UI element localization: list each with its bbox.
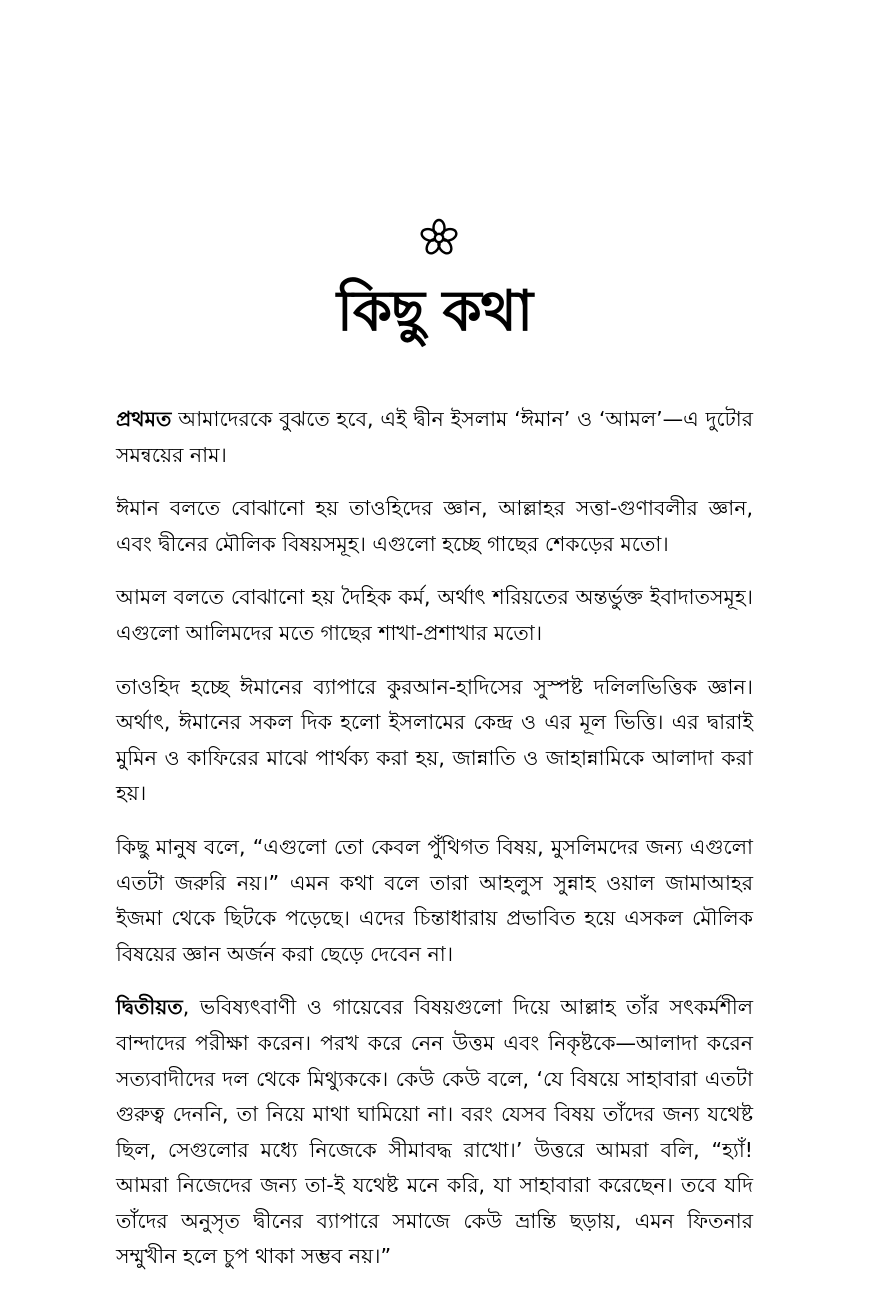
paragraph-text: কিছু মানুষ বলে, “এগুলো তো কেবল পুঁথিগত বিষয়, মুসলিমদের জন্য এগুলো এতটা জরুরি নয়।” এমন কথা বলে তারা আহলুস সুন্নাহ ওয়াল জামাআহর ইজমা থেকে ছিটকে পড়েছে। এদের চিন্তাধারায় প্রভাবিত হয়ে এসকল মৌলিক বিষয়ের জ্ঞান অর্জন করা ছেড়ে দেবেন না। [116,834,753,966]
paragraph-some-people [116,830,753,972]
paragraph-text: ঈমান বলতে বোঝানো হয় তাওহিদের জ্ঞান, আল্লাহর সত্তা-গুণাবলীর জ্ঞান, এবং দ্বীনের মৌলিক বিষয়সমূহ। এগুলো হচ্ছে গাছের শেকড়ের মতো। [116,496,753,556]
paragraph-text: আমাদেরকে বুঝতে হবে, এই দ্বীন ইসলাম ‘ঈমান’ ও ‘আমল’—এ দুটোর সমন্বয়ের নাম। [116,407,753,467]
paragraph-lead: প্রথমত [116,407,172,431]
page-title: কিছু কথা [336,279,533,344]
paragraph-text: তাওহিদ হচ্ছে ঈমানের ব্যাপারে কুরআন-হাদিসের সুস্পষ্ট দলিলভিত্তিক জ্ঞান। অর্থাৎ, ঈমানের সকল দিক হলো ইসলামের কেন্দ্র ও এর মূল ভিত্তি। এর দ্বারাই মুমিন ও কাফিরের মাঝে পার্থক্য করা হয়, জান্নাতি ও জাহান্নামিকে আলাদা করা হয়। [116,674,753,806]
paragraph-first [116,402,753,473]
paragraph-lead: দ্বিতীয়ত [116,995,183,1020]
paragraph-amal [116,580,753,651]
paragraph-second [116,990,753,1275]
flower-ornament-icon [419,218,459,258]
paragraph-tawhid [116,670,753,812]
paragraph-text: আমল বলতে বোঝানো হয় দৈহিক কর্ম, অর্থাৎ শরিয়তের অন্তর্ভুক্ত ইবাদাতসমূহ। এগুলো আলিমদের মতে গাছের শাখা-প্রশাখার মতো। [116,585,753,645]
body-text [116,402,753,1293]
paragraph-iman [116,491,753,562]
paragraph-text: , ভবিষ্যৎবাণী ও গায়েবের বিষয়গুলো দিয়ে আল্লাহ তাঁর সৎকর্মশীল বান্দাদের পরীক্ষা করেন। পরখ করে নেন উত্তম এবং নিকৃষ্টকে—আলাদা করেন সত্যবাদীদের দল থেকে মিথ্যুককে। কেউ কেউ বলে, ‘যে বিষয়ে সাহাবারা এতটা গুরুত্ব দেননি, তা নিয়ে মাথা ঘামিয়ো না। বরং যেসব বিষয় তাঁদের জন্য যথেষ্ট ছিল, সেগুলোর মধ্যে নিজেকে সীমাবদ্ধ রাখো।’ উত্তরে আমরা বলি, “হ্যাঁ! আমরা নিজেদের জন্য তা-ই যথেষ্ট মনে করি, যা সাহাবারা করেছেন। তবে যদি তাঁদের অনুসৃত দ্বীনের ব্যাপারে সমাজে কেউ ভ্রান্তি ছড়ায়, এমন ফিতনার সম্মুখীন হলে চুপ থাকা সম্ভব নয়।” [116,995,753,1269]
book-page [116,0,753,1269]
